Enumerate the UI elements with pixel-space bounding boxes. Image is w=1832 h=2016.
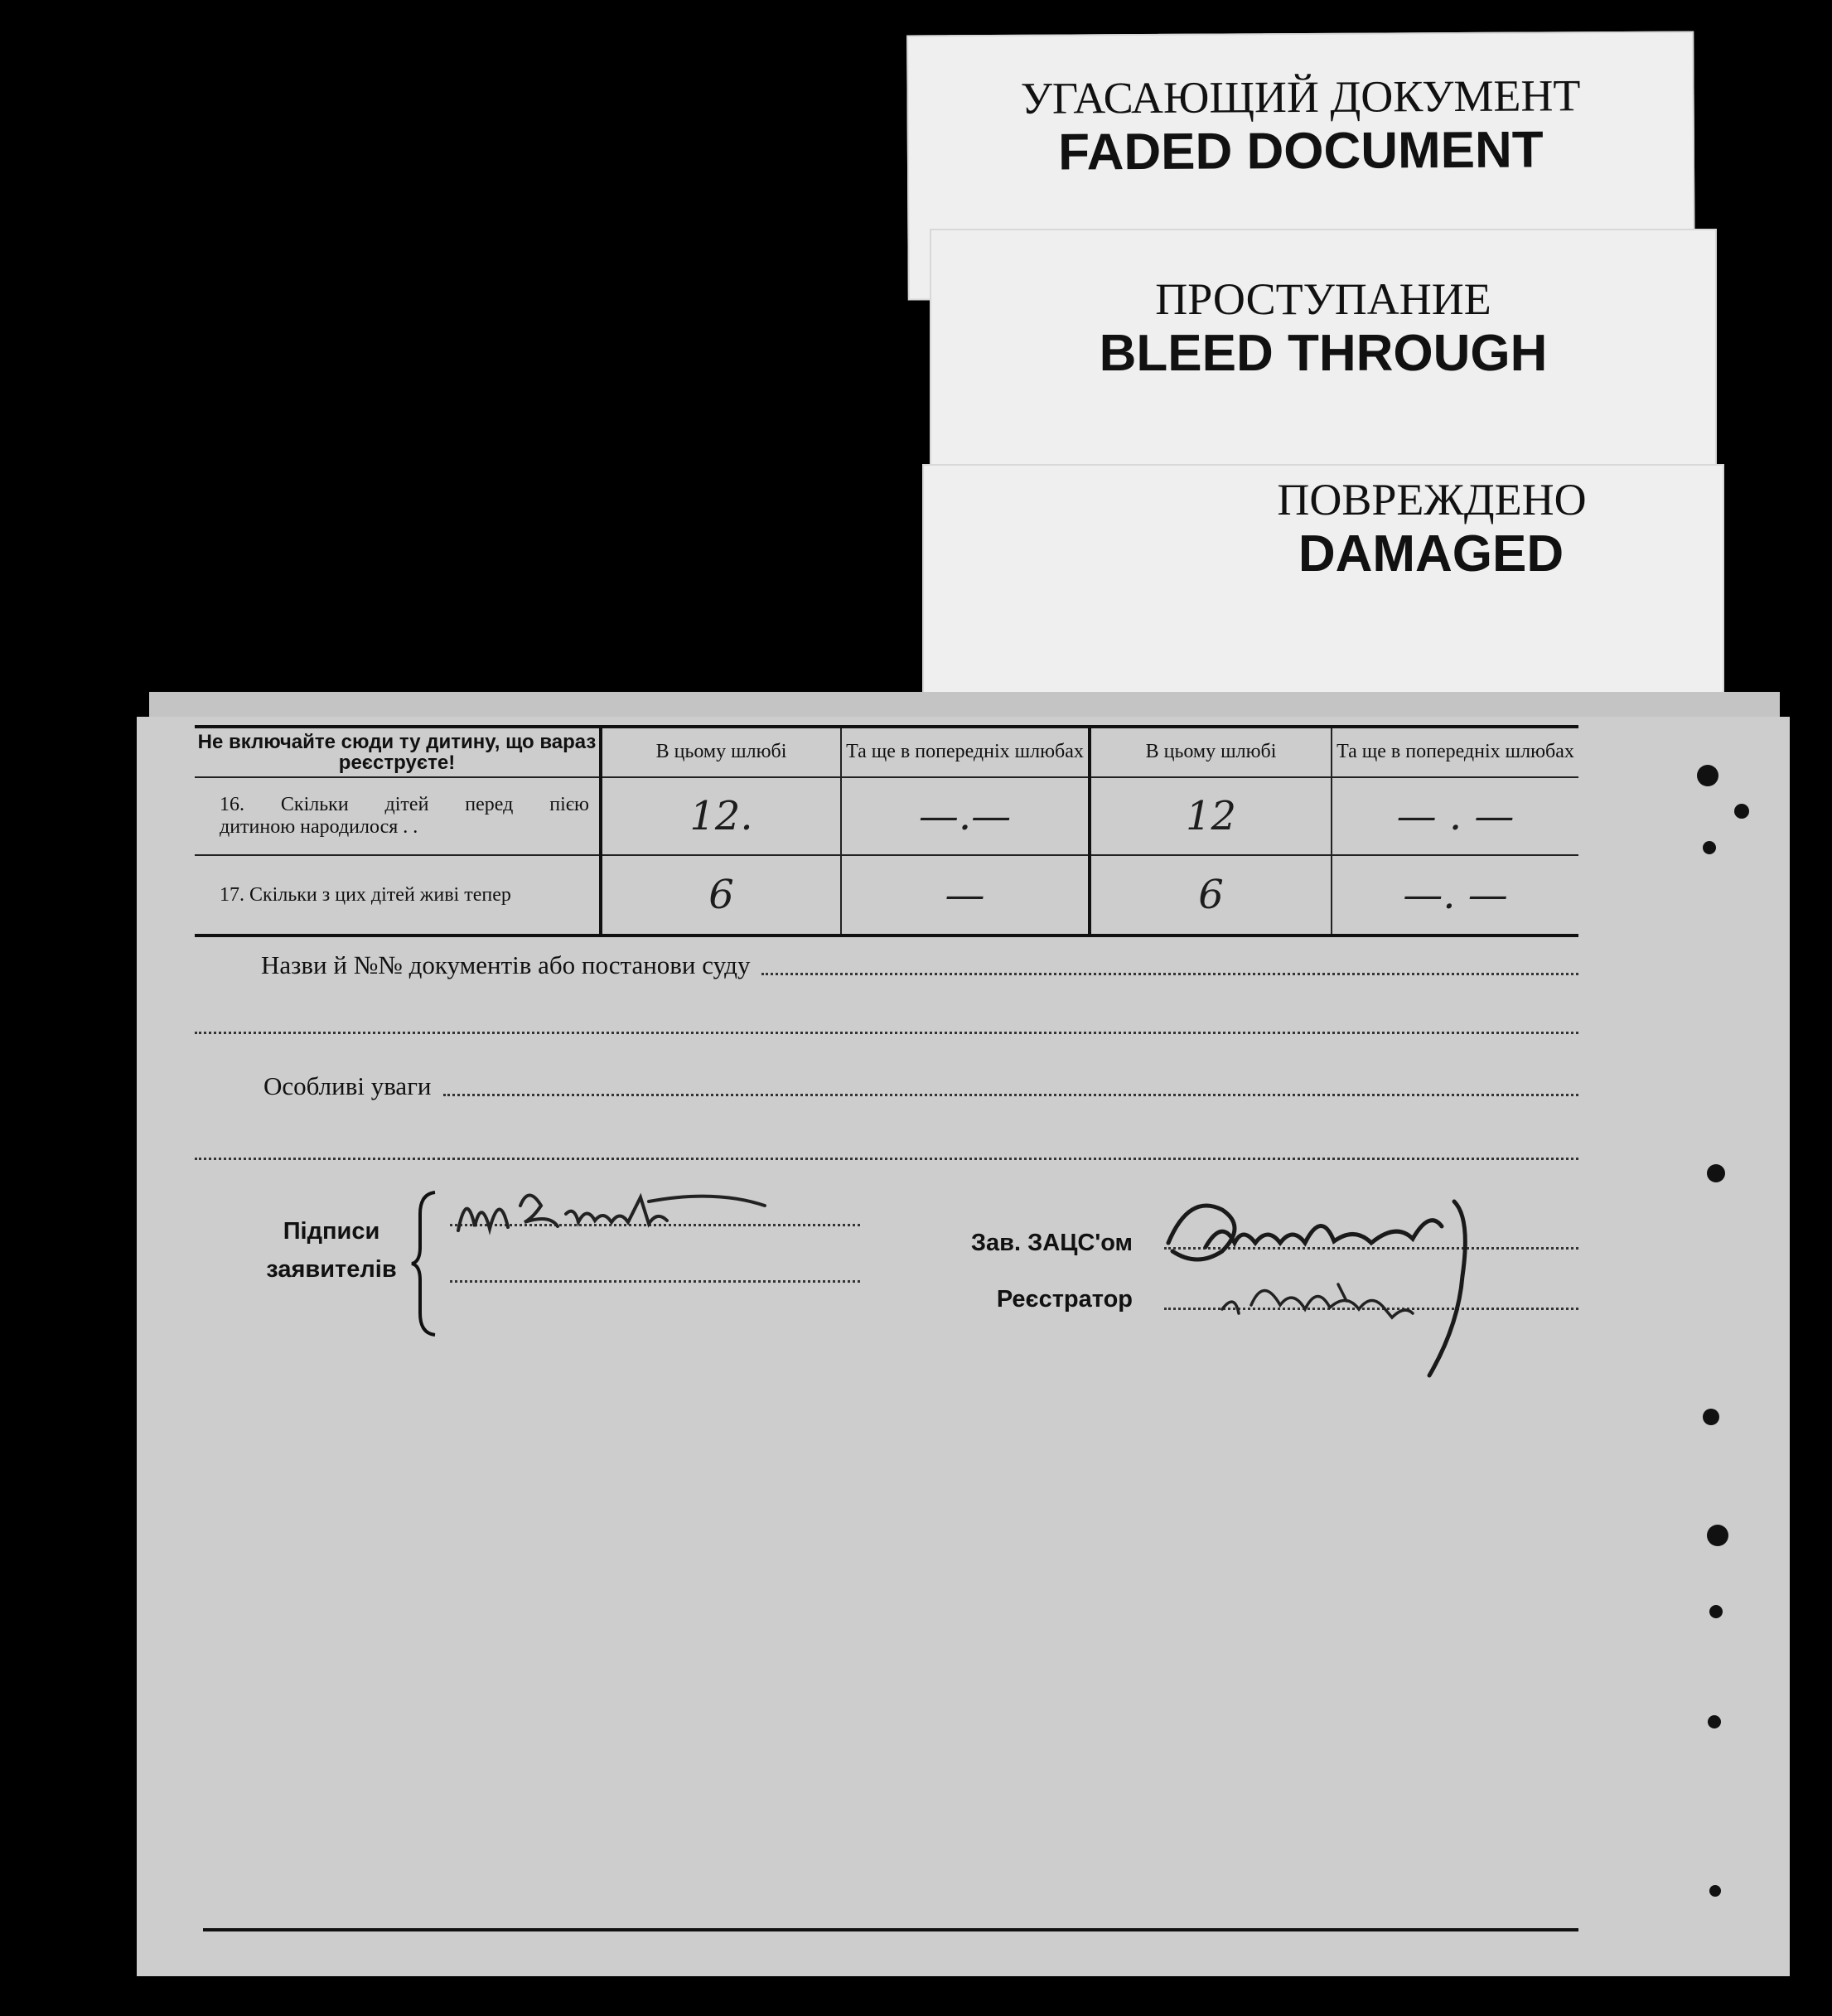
cell-value: 12: [1090, 777, 1332, 855]
cell-value: — . —: [1332, 777, 1578, 855]
damaged-label-en: DAMAGED: [1298, 525, 1564, 583]
table-row: [195, 855, 1578, 935]
table-header-instruction: Не включайте сюди ту дитину, що вараз реєструєте!: [195, 727, 601, 777]
head-zags-label: Зав. ЗАЦС'ом: [970, 1230, 1133, 1256]
applicants-signatures-label: [253, 1212, 410, 1289]
applicant-signature-line-2: [450, 1280, 860, 1283]
notes-field: [263, 1071, 1578, 1101]
notes-dotted-line: [443, 1094, 1579, 1096]
punch-hole: [1709, 1885, 1721, 1897]
cell-value: 6: [1090, 855, 1332, 935]
notes-label: Особливі уваги: [263, 1071, 432, 1100]
question-16-line2: дитиною народилося . .: [220, 816, 418, 838]
applicant-signature: [450, 1181, 781, 1247]
bottom-rule: [203, 1928, 1578, 1931]
notes-dotted-line-2: [195, 1158, 1578, 1160]
bleed-through-label-en: BLEED THROUGH: [1099, 325, 1548, 383]
cell-value: —: [841, 855, 1090, 935]
question-17: 17. Скільки з цих дітей живі тепер: [195, 855, 601, 935]
punch-hole: [1707, 1525, 1728, 1546]
documents-dotted-line-2: [195, 1032, 1578, 1034]
table-header-this-marriage: В цьому шлюбі: [601, 727, 841, 777]
cell-value: —.—: [841, 777, 1090, 855]
documents-dotted-line: [761, 973, 1578, 975]
faded-document-label-en: FADED DOCUMENT: [1057, 121, 1544, 181]
registrar-label: Реєстратор: [996, 1286, 1133, 1313]
question-16-line1: 16. Скільки дітей перед пією: [220, 794, 589, 815]
damaged-label-ru: ПОВРЕЖДЕНО: [1277, 475, 1587, 525]
table-header-this-marriage: В цьому шлюбі: [1090, 727, 1332, 777]
punch-hole: [1707, 1164, 1725, 1182]
table-header-previous-marriages: Та ще в попередніх шлюбах: [1332, 727, 1578, 777]
damaged-card: [922, 464, 1724, 713]
documents-field: [261, 950, 1578, 980]
cell-value: —. —: [1332, 855, 1578, 935]
punch-hole: [1703, 1409, 1719, 1425]
punch-hole: [1697, 765, 1718, 786]
punch-hole: [1709, 1605, 1723, 1618]
applicants-label-line2: заявителів: [266, 1256, 397, 1284]
document-sheet: [137, 717, 1790, 1976]
question-16: [195, 777, 601, 855]
punch-hole: [1734, 804, 1749, 819]
bleed-through-card: [930, 229, 1717, 477]
applicants-label-line1: Підписи: [283, 1218, 380, 1245]
documents-label: Назви й №№ документів або постанови суду: [261, 950, 751, 979]
punch-hole: [1703, 841, 1716, 854]
cell-value: 6: [601, 855, 841, 935]
cell-value: 12.: [601, 777, 841, 855]
table-row: [195, 777, 1578, 855]
punch-hole: [1708, 1715, 1721, 1728]
bleed-through-label-ru: ПРОСТУПАНИЕ: [1155, 274, 1491, 324]
faded-document-label-ru: УГАСАЮЩИЙ ДОКУМЕНТ: [1020, 70, 1581, 123]
table-header-previous-marriages: Та ще в попередніх шлюбах: [841, 727, 1090, 777]
applicants-brace: [410, 1189, 443, 1338]
children-count-table: [195, 725, 1578, 937]
registrar-signature: [1214, 1268, 1462, 1334]
